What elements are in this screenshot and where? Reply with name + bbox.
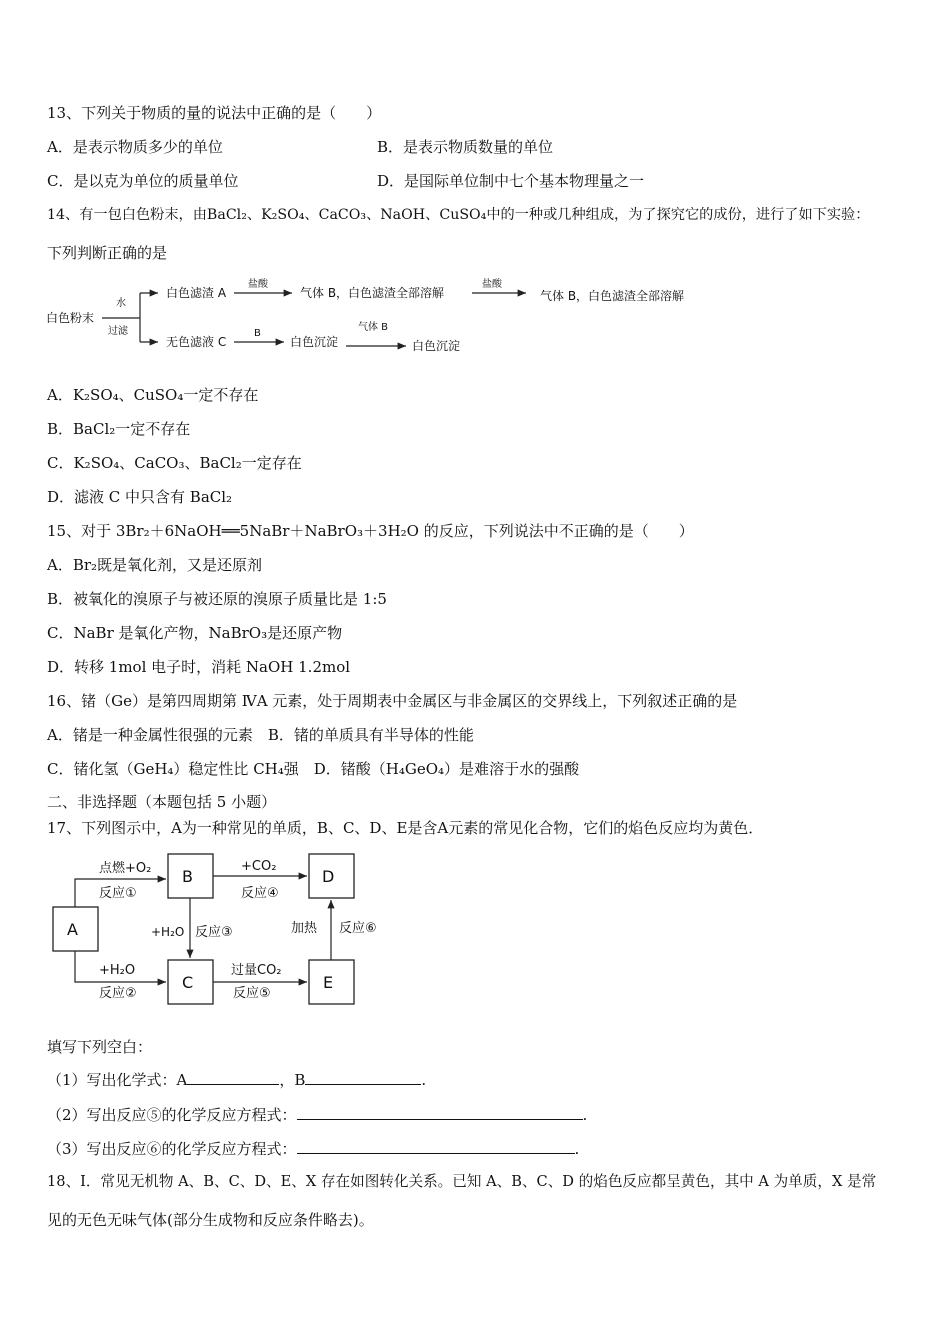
flow-filter: 过滤: [108, 326, 128, 337]
r4-bot: 反应④: [241, 886, 279, 901]
q16-options-cd: C．锗化氢（GeH₄）稳定性比 CH₄强 D．锗酸（H₄GeO₄）是难溶于水的强酸: [47, 760, 580, 778]
node-b: B: [182, 867, 193, 886]
node-c: C: [182, 973, 194, 992]
flow-residue-a: 白色滤渣 A: [166, 286, 227, 300]
flow-gas-b: 气体 B: [358, 322, 389, 333]
q17-part3-label: （3）写出反应⑥的化学反应方程式：: [47, 1140, 297, 1158]
q17-part1: [47, 1069, 426, 1090]
r2-top: +H₂O: [99, 963, 136, 978]
r6-left: 加热: [291, 921, 318, 936]
q18-line1: 18、I．常见无机物 A、B、C、D、E、X 存在如图转化关系。已知 A、B、C、D 的焰色反应都呈黄色，其中 A 为单质，X 是常: [47, 1173, 877, 1190]
q14-stem2: 下列判断正确的是: [47, 244, 168, 262]
q13-option-b: B．是表示物质数量的单位: [377, 138, 554, 156]
answer-blank-reaction6[interactable]: [297, 1138, 575, 1154]
flow-hcl-2: 盐酸: [482, 279, 502, 290]
r5-bot: 反应⑤: [233, 986, 271, 1001]
q15-option-d: D．转移 1mol 电子时，消耗 NaOH 1.2mol: [47, 658, 351, 676]
q17-reaction-diagram: [45, 852, 405, 1012]
r1-bot: 反应①: [99, 886, 137, 901]
q18-line2: 见的无色无味气体(部分生成物和反应条件略去)。: [47, 1211, 374, 1229]
q14-option-c: C．K₂SO₄、CaCO₃、BaCl₂一定存在: [47, 454, 302, 472]
answer-blank-a[interactable]: [187, 1069, 279, 1085]
section-heading: 二、非选择题（本题包括 5 小题）: [47, 793, 277, 811]
r4-top: +CO₂: [241, 859, 277, 874]
flow-c-result2: 白色沉淀: [412, 339, 461, 353]
r3-left: +H₂O: [151, 925, 185, 939]
q13-option-a: A．是表示物质多少的单位: [47, 138, 223, 156]
flow-hcl-1: 盐酸: [248, 279, 268, 290]
q17-part1-a-label: （1）写出化学式：A: [47, 1071, 188, 1089]
q13-option-d: D．是国际单位制中七个基本物理量之一: [377, 172, 645, 190]
flow-water: 水: [116, 298, 126, 309]
q15-option-a: A．Br₂既是氧化剂，又是还原剂: [47, 556, 263, 574]
r3-right: 反应③: [195, 925, 233, 940]
answer-blank-b[interactable]: [305, 1069, 421, 1085]
q16-options-ab: A．锗是一种金属性很强的元素 B．锗的单质具有半导体的性能: [47, 726, 474, 744]
flow-a-result: 气体 B，白色滤渣全部溶解: [300, 286, 445, 300]
q17-part3-end: .: [574, 1140, 580, 1158]
q17-part2-label: （2）写出反应⑤的化学反应方程式：: [47, 1106, 297, 1124]
flow-a-result2: 气体 B，白色滤渣全部溶解: [540, 289, 685, 303]
q15-option-b: B．被氧化的溴原子与被还原的溴原子质量比是 1:5: [47, 590, 387, 608]
flow-start: 白色粉末: [46, 311, 95, 325]
q14-option-a: A．K₂SO₄、CuSO₄一定不存在: [47, 386, 259, 404]
r5-top: 过量CO₂: [231, 963, 282, 978]
r2-bot: 反应②: [99, 986, 137, 1001]
q14-option-d: D．滤液 C 中只含有 BaCl₂: [47, 488, 233, 506]
q17-part1-b-label: ，B: [279, 1071, 306, 1089]
node-d: D: [322, 867, 335, 886]
q17-part2: [47, 1104, 587, 1125]
q14-option-b: B．BaCl₂一定不存在: [47, 420, 191, 438]
q15-option-c: C．NaBr 是氧化产物，NaBrO₃是还原产物: [47, 624, 343, 642]
q17-stem: 17、下列图示中，A为一种常见的单质，B、C、D、E是含A元素的常见化合物，它们的焰色反应均为黄色．: [47, 819, 764, 837]
q17-part3: [47, 1138, 579, 1159]
q17-fill-instruction: 填写下列空白：: [47, 1038, 153, 1056]
node-a: A: [67, 920, 78, 939]
r1-top: 点燃+O₂: [99, 861, 152, 876]
node-e: E: [323, 973, 334, 992]
q13-option-c: C．是以克为单位的质量单位: [47, 172, 239, 190]
q16-stem: 16、锗（Ge）是第四周期第 ⅣA 元素，处于周期表中金属区与非金属区的交界线上，下列叙述正确的是: [47, 692, 738, 710]
q17-part2-end: .: [582, 1106, 588, 1124]
q13-stem: 13、下列关于物质的量的说法中正确的是（ ）: [47, 104, 382, 122]
q17-part1-end: .: [421, 1071, 427, 1089]
flow-filtrate-c: 无色滤液 C: [166, 335, 227, 349]
q14-stem: 14、有一包白色粉末，由BaCl₂、K₂SO₄、CaCO₃、NaOH、CuSO₄中的一种或几种组成，为了探究它的成份，进行了如下实验：: [47, 207, 870, 223]
flow-b-label: B: [254, 328, 261, 339]
q15-stem: 15、对于 3Br₂＋6NaOH══5NaBr＋NaBrO₃＋3H₂O 的反应，下列说法中不正确的是（ ）: [47, 522, 694, 540]
r6-right: 反应⑥: [339, 921, 377, 936]
answer-blank-reaction5[interactable]: [297, 1104, 583, 1120]
flow-c-result: 白色沉淀: [290, 335, 339, 349]
q14-flow-diagram: [40, 276, 740, 356]
